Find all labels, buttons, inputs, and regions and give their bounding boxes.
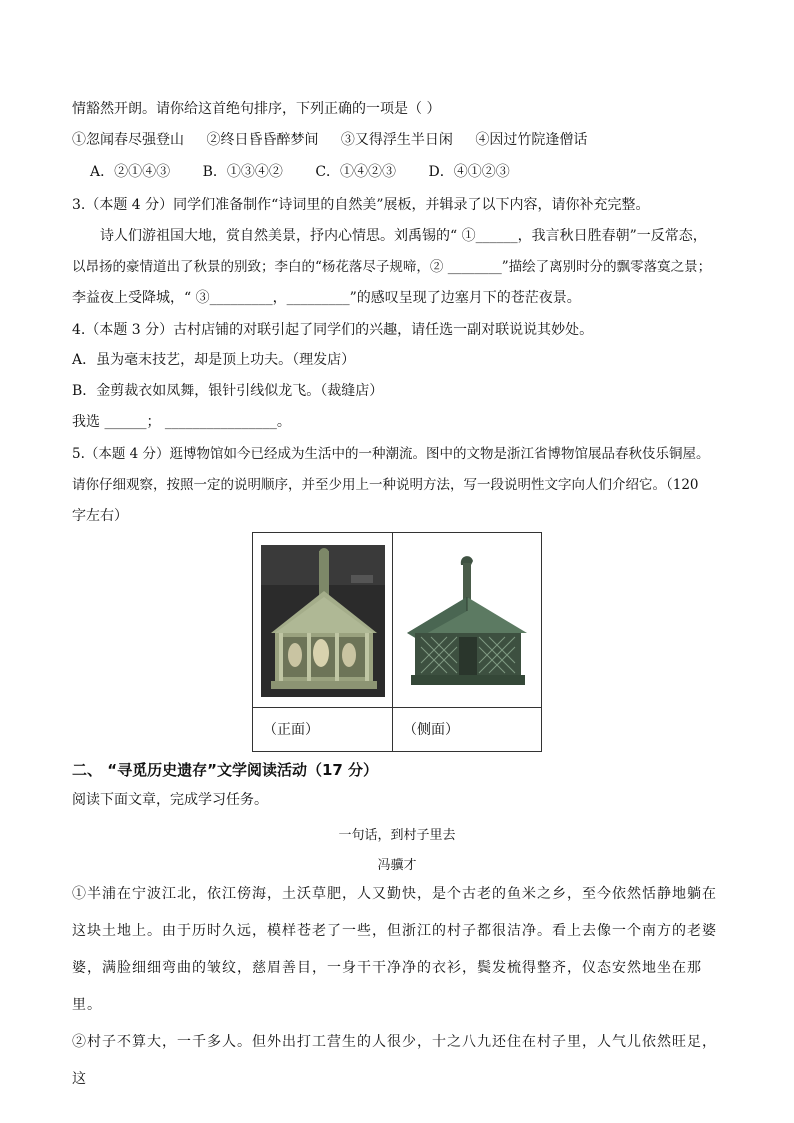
- q2-item: ①忽闻春尽强登山: [72, 132, 184, 148]
- q2-items: [72, 130, 587, 150]
- q4-option-a: A．虽为毫末技艺，却是顶上功夫。（理发店）: [72, 352, 356, 368]
- q5-prompt: 字左右）: [72, 508, 128, 524]
- q2-option: A．②①④③: [90, 164, 171, 180]
- q2-item: ②终日昏昏醉梦间: [206, 132, 319, 148]
- q5-prompt: 5.（本题 4 分）逛博物馆如今已经成为生活中的一种潮流。图中的文物是浙江省博物馆展品春秋伎乐铜屋。: [72, 446, 710, 462]
- q2-option: C．①④②③: [315, 164, 397, 180]
- paragraph: ①半浦在宁波江北，依江傍海，土沃草肥，人又勤快，是个古老的鱼米之乡，至今依然恬静地躺在这块土地上。由于历时久远，模样苍老了一些，但浙江的村子都很洁净。看上去像一个南方的老婆婆，满脸细细弯曲的皱纹，慈眉善目，一身干干净净的衣衫，鬓发梳得整齐，仪态安然地坐在那里。: [72, 886, 717, 1013]
- q4-answer-line: 我选 ______； ________________。: [72, 414, 291, 430]
- article-author: 冯骥才: [377, 858, 417, 873]
- section-2-title: 二、 “寻觅历史遗存”文学阅读活动（17 分）: [72, 761, 379, 779]
- q3-text-line: 诗人们游祖国大地，赏自然美景，抒内心情思。刘禹锡的“ ①______，我言秋日胜春朝”一反常态，: [100, 228, 707, 244]
- q2-option: B．①③④②: [202, 164, 283, 180]
- q2-options: [90, 162, 510, 182]
- q4-prompt: 4.（本题 3 分）古村店铺的对联引起了同学们的兴趣，请任选一副对联说说其妙处。: [72, 322, 594, 338]
- q3-text-line: 李益夜上受降城，“ ③_________，_________”的感叹呈现了边塞月下的苍茫夜景。: [72, 290, 581, 306]
- bronze-house-front-image: [261, 545, 385, 697]
- q5-prompt: 请你仔细观察，按照一定的说明顺序，并至少用上一种说明方法，写一段说明性文字向人们介绍它。（120: [72, 477, 699, 493]
- paragraph: ②村子不算大，一千多人。但外出打工营生的人很少，十之八九还住在村子里，人气儿依然旺足，这: [72, 1034, 717, 1087]
- section-2-instruction: 阅读下面文章，完成学习任务。: [72, 792, 268, 808]
- q3-prompt: 3.（本题 4 分）同学们准备制作“诗词里的自然美”展板，并辑录了以下内容，请你补充完整。: [72, 197, 650, 213]
- front-caption: （正面）: [253, 708, 393, 751]
- q2-option: D．④①②③: [428, 164, 510, 180]
- artifact-image-table: [252, 532, 542, 752]
- side-image-cell: [393, 533, 541, 708]
- article-body: [72, 876, 722, 1098]
- q4-option-b: B．金剪裁衣如凤舞，银针引线似龙飞。（裁缝店）: [72, 383, 384, 399]
- side-photo: [399, 547, 535, 697]
- side-caption: （侧面）: [403, 722, 459, 738]
- front-image-cell: [253, 533, 393, 708]
- q2-item: ③又得浮生半日闲: [340, 132, 453, 148]
- top-line: 情豁然开朗。请你给这首绝句排序，下列正确的一项是（ ）: [72, 101, 441, 117]
- q3-text-line: 以昂扬的豪情道出了秋景的别致；李白的“杨花落尽子规啼，② ________”描绘了离别时分的飘零落寞之景；: [72, 259, 712, 275]
- article-title: 一句话，到村子里去: [338, 828, 456, 843]
- bronze-house-side-image: [399, 547, 535, 697]
- front-photo: [261, 545, 385, 697]
- q2-item: ④因过竹院逢僧话: [475, 132, 588, 148]
